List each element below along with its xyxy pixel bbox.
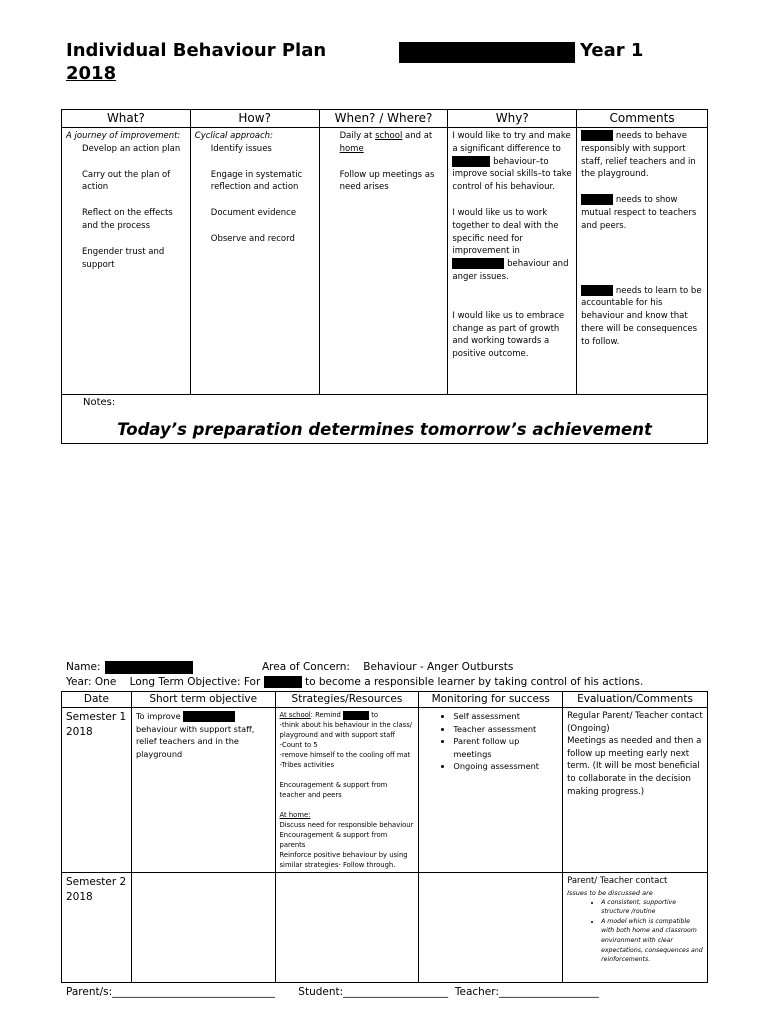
strategy-line: -remove himself to the cooling off mat	[279, 751, 411, 759]
when-daily: Daily at school and at home	[339, 131, 433, 154]
header-what: What?	[62, 110, 191, 128]
objectives-table-header	[62, 692, 708, 708]
semester-2-evaluation: Parent/ Teacher contact Issues to be discussed are • A consistent, supportive structure /routine • A model which is compatible with both home and classroom environment with clear expectations, consequences and reinforcements.	[563, 873, 708, 983]
redacted-name	[452, 156, 490, 167]
name-label: Name:	[66, 661, 101, 673]
comment-item: needs to learn to be accountable for his behaviour and know that there will be consequences to follow.	[581, 285, 702, 347]
how-heading: Cyclical approach:	[194, 131, 273, 141]
what-heading: A journey of improvement:	[66, 131, 181, 141]
strategy-line: Encouragement & support from teacher and peers	[279, 781, 388, 799]
comment-item: needs to show mutual respect to teachers and peers.	[581, 195, 697, 231]
semester-1-monitoring	[419, 708, 563, 873]
redacted-name	[452, 258, 504, 269]
semester-1-objective: To improve behaviour with support staff, relief teachers and in the playground	[131, 708, 275, 873]
why-paragraph: I would like to try and make a significant difference to behaviour–to improve social skills–to take control of his behaviour.	[452, 131, 572, 193]
strategy-line: -think about his behaviour in the class/ playground and with support staff	[279, 721, 413, 739]
header-monitoring: Monitoring for success	[419, 692, 563, 708]
lto-text: to become a responsible learner by taking control of his actions.	[304, 676, 644, 688]
semester-2-objective	[131, 873, 275, 983]
year-label: Year 1	[580, 40, 644, 61]
notes-row	[62, 395, 708, 444]
at-home-label: At home:	[279, 811, 311, 819]
when-followup: Follow up meetings as need arises	[339, 169, 435, 193]
document-date: 2018	[66, 63, 117, 84]
table-row	[62, 708, 708, 873]
list-item: • A model which is compatible with both home and classroom environment with clear expectations, consequences and reinforcements.	[601, 917, 703, 965]
what-cell	[62, 128, 191, 395]
why-paragraph: I would like us to embrace change as part of growth and working towards a positive outcome.	[452, 310, 565, 360]
strategy-line: Discuss need for responsible behaviour	[279, 821, 414, 829]
notes-label: Notes:	[83, 397, 116, 408]
what-item: Carry out the plan of action	[82, 169, 171, 193]
list-item: • Parent follow up meetings	[453, 735, 558, 760]
document-title: Individual Behaviour Plan	[66, 40, 327, 61]
header-date: Date	[62, 692, 132, 708]
how-cell	[190, 128, 319, 395]
why-paragraph: I would like us to work together to deal with the specific need for improvement in behaviour and anger issues.	[452, 207, 569, 282]
lto-label: Long Term Objective: For	[129, 676, 261, 688]
comments-cell	[577, 128, 708, 395]
redacted-student-name	[105, 661, 193, 674]
student-signature: Student:____________________	[298, 986, 449, 998]
how-item: Document evidence	[210, 208, 297, 219]
list-item: • A consistent, supportive structure /routine	[601, 898, 703, 917]
area-of-concern: Area of Concern: Behaviour - Anger Outbursts	[262, 661, 514, 673]
how-item: Observe and record	[210, 233, 295, 244]
comment-item: needs to behave responsibly with support staff, relief teachers and in the playground.	[581, 131, 696, 180]
how-item: Engage in systematic reflection and action	[210, 169, 303, 193]
strategy-line: Reinforce positive behaviour by using similar strategies- Follow through.	[279, 851, 408, 869]
header-short-term-objective: Short term objective	[131, 692, 275, 708]
semester-1-date: Semester 1 2018	[62, 708, 132, 873]
redacted-name	[581, 285, 613, 296]
notes-cell	[62, 395, 708, 444]
header-how: How?	[190, 110, 319, 128]
how-item: Identify issues	[210, 143, 272, 154]
plan-table-header	[62, 110, 708, 128]
redacted-student-name	[399, 42, 575, 63]
redacted-name	[581, 194, 613, 205]
signature-footer	[66, 986, 599, 998]
header-why: Why?	[448, 110, 577, 128]
plan-table-row	[62, 128, 708, 395]
why-cell	[448, 128, 577, 395]
year-label: Year: One	[66, 676, 117, 688]
year-objective-line	[66, 676, 643, 688]
list-item: • Self assessment	[453, 710, 558, 723]
header-comments: Comments	[577, 110, 708, 128]
strategy-line: -Tribes activities	[279, 761, 335, 769]
header-evaluation: Evaluation/Comments	[563, 692, 708, 708]
list-item: • Ongoing assessment	[453, 760, 558, 773]
objectives-table	[61, 691, 708, 983]
what-item: Reflect on the effects and the process	[82, 208, 173, 231]
strategy-line: Encouragement & support from parents	[279, 831, 388, 849]
semester-2-strategies	[275, 873, 419, 983]
semester-2-monitoring	[419, 873, 563, 983]
motto: Today’s preparation determines tomorrow’s achievement	[117, 420, 652, 439]
semester-2-date: Semester 2 2018	[62, 873, 132, 983]
what-item: Develop an action plan	[82, 143, 181, 154]
header-strategies: Strategies/Resources	[275, 692, 419, 708]
header-when-where: When? / Where?	[319, 110, 448, 128]
redacted-name	[581, 130, 613, 141]
teacher-signature: Teacher:___________________	[454, 986, 599, 998]
semester-1-strategies: At school: Remind to -think about his behaviour in the class/ playground and with support staff -Count to 5 -remove himself to the cooling off mat -Tribes activities Encouragement & support from teacher and peers At home: Discuss need for responsible behaviour Encouragement & support from parents Reinforce positive behaviour by using similar strategies- Follow through.	[275, 708, 419, 873]
redacted-name	[264, 676, 302, 688]
list-item: • Teacher assessment	[453, 723, 558, 736]
plan-table	[61, 109, 708, 444]
redacted-name	[343, 711, 369, 720]
table-row	[62, 873, 708, 983]
semester-1-evaluation: Regular Parent/ Teacher contact (Ongoing) Meetings as needed and then a follow up meeting early next term. (It will be most beneficial to collaborate in the decision making progress.)	[563, 708, 708, 873]
what-item: Engender trust and support	[82, 246, 165, 270]
when-cell	[319, 128, 448, 395]
redacted-name	[183, 711, 235, 722]
parent-signature: Parent/s:_______________________________	[66, 986, 275, 998]
strategy-line: -Count to 5	[279, 741, 318, 749]
